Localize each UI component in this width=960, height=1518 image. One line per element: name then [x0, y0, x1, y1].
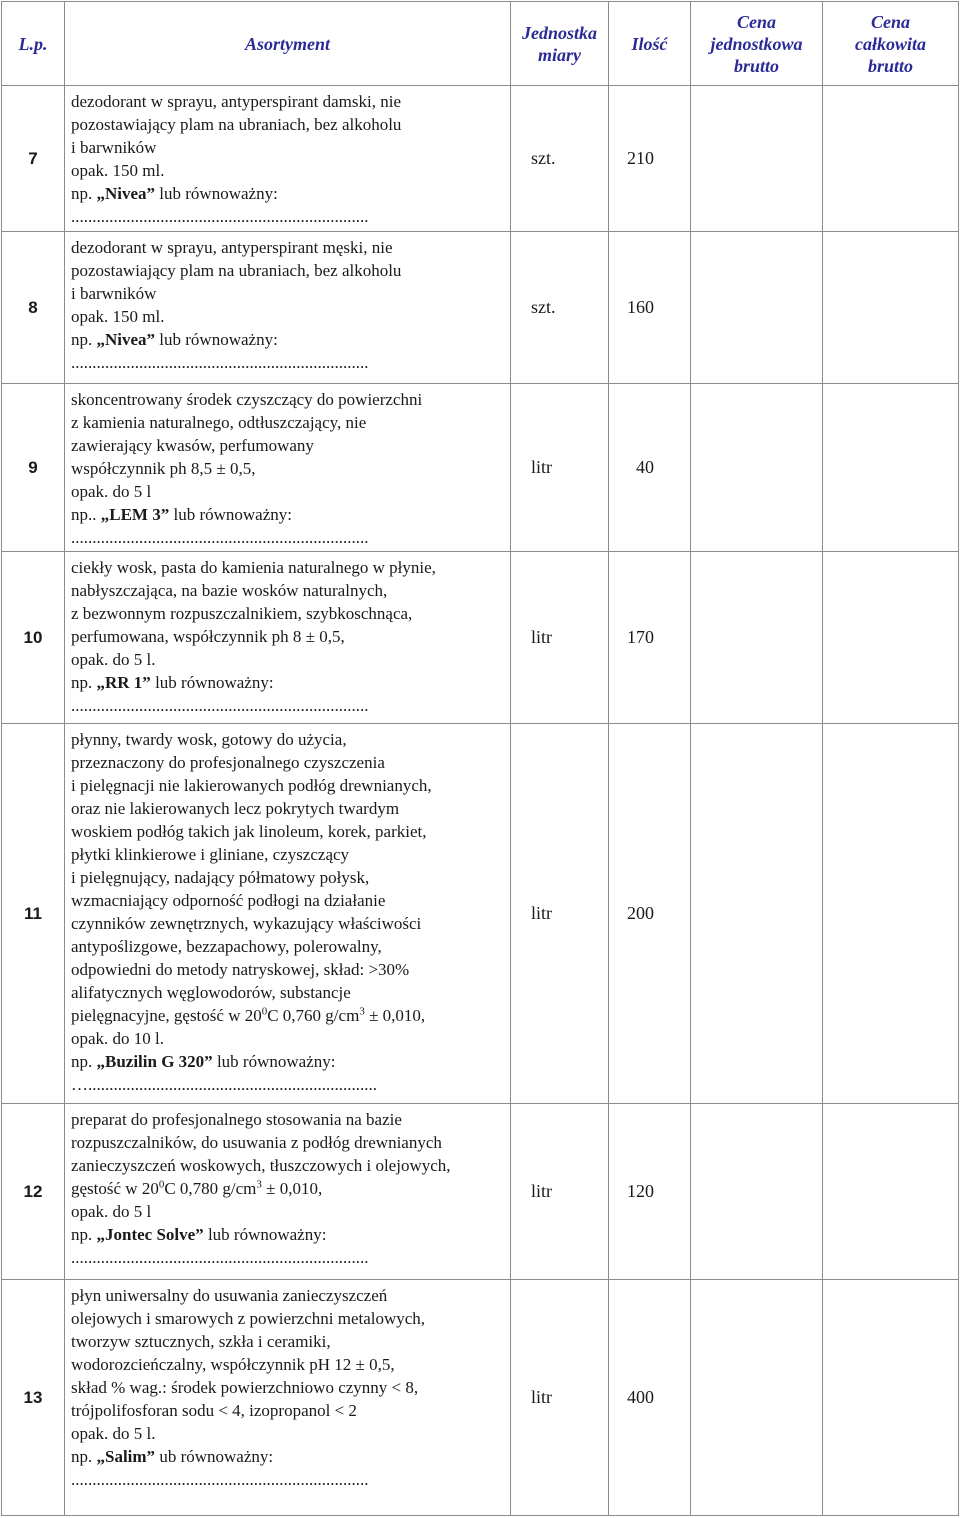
table-row [2, 552, 959, 724]
unit-price-cell[interactable] [691, 384, 823, 552]
desc-line-density: pielęgnacyjne, gęstość w $20^0C$ 0,760 $g/cm^3 \pm 0,010$, [71, 1005, 426, 1025]
desc-line: płynny, twardy wosk, gotowy do użycia, [71, 730, 347, 749]
example-product: „Jontec Solve” [96, 1225, 204, 1244]
table-row [2, 1104, 959, 1280]
unit-cell: szt. [511, 86, 609, 232]
example-line: np. „Nivea” lub równoważny: [71, 184, 278, 203]
total-price-cell[interactable] [823, 384, 959, 552]
desc-line: i pielęgnujący, nadający półmatowy połysk, [71, 868, 370, 887]
desc-line: pozostawiający plam na ubraniach, bez alkoholu [71, 261, 402, 280]
desc-line: z kamienia naturalnego, odtłuszczający, nie [71, 413, 367, 432]
desc-line: ciekły wosk, pasta do kamienia naturalnego w płynie, [71, 558, 436, 577]
example-line: np. „RR 1” lub równoważny: [71, 673, 274, 692]
header-ilosc: Ilość [609, 2, 691, 86]
product-description [65, 384, 511, 552]
total-price-cell[interactable] [823, 724, 959, 1104]
unit-price-cell[interactable] [691, 552, 823, 724]
fill-in-dots: ...................................................................... [71, 528, 369, 547]
example-line: np. „Nivea” lub równoważny: [71, 330, 278, 349]
unit-cell: litr [511, 724, 609, 1104]
desc-line: alifatycznych węglowodorów, substancje [71, 983, 351, 1002]
fill-in-dots: ...................................................................... [71, 1470, 369, 1489]
desc-line: płytki klinkierowe i gliniane, czyszczący [71, 845, 350, 864]
unit-price-cell[interactable] [691, 1280, 823, 1516]
desc-line: i pielęgnacji nie lakierowanych podłóg drewnianych, [71, 776, 432, 795]
header-row [2, 2, 959, 86]
desc-line: i barwników [71, 284, 157, 303]
desc-line: nabłyszczająca, na bazie wosków naturalnych, [71, 581, 388, 600]
fill-in-dots: ...................................................................... [71, 353, 369, 372]
example-line: np. „Jontec Solve” lub równoważny: [71, 1225, 327, 1244]
row-number: 11 [2, 724, 65, 1104]
quantity-cell: 200 [609, 724, 691, 1104]
desc-line: opak. do 5 l [71, 1202, 152, 1221]
total-price-cell[interactable] [823, 552, 959, 724]
table-row [2, 232, 959, 384]
header-cena-calkowita: Cena całkowita brutto [823, 2, 959, 86]
product-table [1, 1, 959, 1516]
product-description [65, 552, 511, 724]
example-product: „RR 1” [96, 673, 151, 692]
header-jednostka: Jednostka miary [511, 2, 609, 86]
unit-price-cell[interactable] [691, 1104, 823, 1280]
desc-line: odpowiedni do metody natryskowej, skład: >30% [71, 960, 410, 979]
desc-line: oraz nie lakierowanych lecz pokrytych twardym [71, 799, 400, 818]
product-description [65, 1280, 511, 1516]
desc-line: rozpuszczalników, do usuwania z podłóg drewnianych [71, 1133, 442, 1152]
desc-line: woskiem podłóg takich jak linoleum, korek, parkiet, [71, 822, 427, 841]
example-product: „Nivea” [96, 184, 156, 203]
product-description [65, 86, 511, 232]
fill-in-dots: ...................................................................... [71, 696, 369, 715]
desc-line: perfumowana, współczynnik ph 8 ± 0,5, [71, 627, 345, 646]
product-description [65, 724, 511, 1104]
quantity-cell: 160 [609, 232, 691, 384]
desc-line: opak. do 10 l. [71, 1029, 165, 1048]
total-price-cell[interactable] [823, 232, 959, 384]
unit-price-cell[interactable] [691, 724, 823, 1104]
desc-line: wodorozcieńczalny, współczynnik pH 12 ± 0,5, [71, 1355, 395, 1374]
example-product: „Nivea” [96, 330, 156, 349]
row-number: 12 [2, 1104, 65, 1280]
header-lp: L.p. [2, 2, 65, 86]
desc-line: dezodorant w sprayu, antyperspirant damski, nie [71, 92, 401, 111]
desc-line: antypoślizgowe, bezzapachowy, polerowalny, [71, 937, 382, 956]
desc-line: czynników zewnętrznych, wykazujący właściwości [71, 914, 422, 933]
table-row [2, 384, 959, 552]
quantity-cell: 170 [609, 552, 691, 724]
desc-line-density: gęstość w $20^0C$ 0,780 $g/cm^3 \pm 0,010$, [71, 1178, 323, 1198]
example-line: np.. „LEM 3” lub równoważny: [71, 505, 292, 524]
unit-cell: litr [511, 1280, 609, 1516]
desc-line: z bezwonnym rozpuszczalnikiem, szybkoschnąca, [71, 604, 413, 623]
row-number: 7 [2, 86, 65, 232]
desc-line: współczynnik ph 8,5 ± 0,5, [71, 459, 256, 478]
unit-cell: litr [511, 1104, 609, 1280]
header-cena-jednostkowa: Cena jednostkowa brutto [691, 2, 823, 86]
example-product: „Buzilin G 320” [96, 1052, 213, 1071]
unit-price-cell[interactable] [691, 86, 823, 232]
quantity-cell: 40 [609, 384, 691, 552]
row-number: 9 [2, 384, 65, 552]
unit-price-cell[interactable] [691, 232, 823, 384]
row-number: 13 [2, 1280, 65, 1516]
desc-line: opak. do 5 l. [71, 650, 156, 669]
total-price-cell[interactable] [823, 1280, 959, 1516]
desc-line: tworzyw sztucznych, szkła i ceramiki, [71, 1332, 331, 1351]
desc-line: opak. 150 ml. [71, 307, 165, 326]
desc-line: zanieczyszczeń woskowych, tłuszczowych i olejowych, [71, 1156, 451, 1175]
total-price-cell[interactable] [823, 1104, 959, 1280]
fill-in-dots: ...................................................................... [71, 1248, 369, 1267]
desc-line: trójpolifosforan sodu < 4, izopropanol < 2 [71, 1401, 357, 1420]
unit-cell: litr [511, 384, 609, 552]
header-asortyment: Asortyment [65, 2, 511, 86]
desc-line: dezodorant w sprayu, antyperspirant męski, nie [71, 238, 393, 257]
desc-line: wzmacniający odporność podłogi na działanie [71, 891, 386, 910]
quantity-cell: 210 [609, 86, 691, 232]
fill-in-dots: ...................................................................... [71, 207, 369, 226]
desc-line: przeznaczony do profesjonalnego czyszczenia [71, 753, 385, 772]
unit-cell: szt. [511, 232, 609, 384]
example-product: „Salim” [96, 1447, 156, 1466]
desc-line: zawierający kwasów, perfumowany [71, 436, 314, 455]
row-number: 8 [2, 232, 65, 384]
product-description [65, 1104, 511, 1280]
desc-line: skład % wag.: środek powierzchniowo czynny < 8, [71, 1378, 419, 1397]
example-product: „LEM 3” [100, 505, 170, 524]
desc-line: preparat do profesjonalnego stosowania na bazie [71, 1110, 402, 1129]
row-number: 10 [2, 552, 65, 724]
desc-line: skoncentrowany środek czyszczący do powierzchni [71, 390, 423, 409]
desc-line: opak. do 5 l. [71, 1424, 156, 1443]
fill-in-dots: ….................................................................... [71, 1075, 377, 1094]
total-price-cell[interactable] [823, 86, 959, 232]
product-description [65, 232, 511, 384]
desc-line: opak. do 5 l [71, 482, 152, 501]
desc-line: olejowych i smarowych z powierzchni metalowych, [71, 1309, 426, 1328]
quantity-cell: 400 [609, 1280, 691, 1516]
desc-line: opak. 150 ml. [71, 161, 165, 180]
quantity-cell: 120 [609, 1104, 691, 1280]
desc-line: pozostawiający plam na ubraniach, bez alkoholu [71, 115, 402, 134]
desc-line: płyn uniwersalny do usuwania zanieczyszczeń [71, 1286, 388, 1305]
desc-line: i barwników [71, 138, 157, 157]
table-row [2, 1280, 959, 1516]
table-row [2, 724, 959, 1104]
example-line: np. „Buzilin G 320” lub równoważny: [71, 1052, 336, 1071]
unit-cell: litr [511, 552, 609, 724]
table-row [2, 86, 959, 232]
example-line: np. „Salim” ub równoważny: [71, 1447, 274, 1466]
